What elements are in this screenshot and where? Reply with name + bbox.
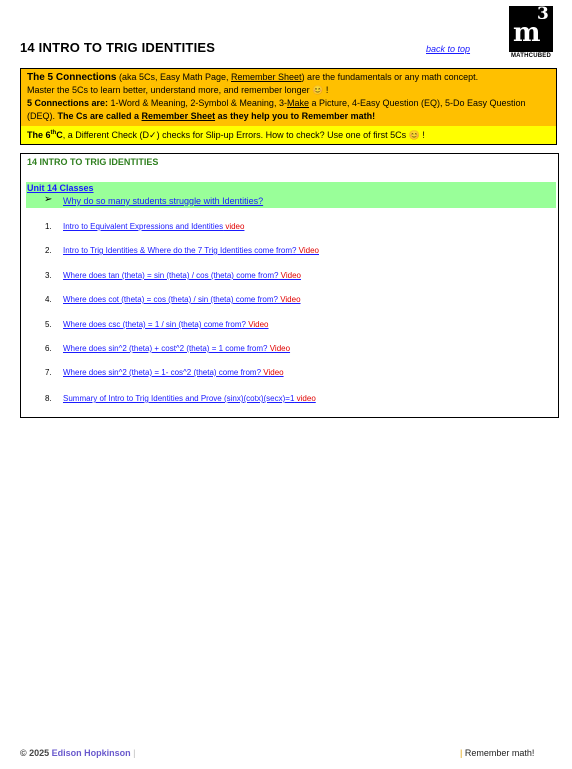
class-link-text[interactable]: Where does cot (theta) = cos (theta) / sin (theta) come from?: [63, 295, 278, 304]
connections-intro-a: (aka 5Cs, Easy Math Page,: [116, 72, 232, 82]
video-tag[interactable]: Video: [277, 295, 301, 304]
connections-label: 5 Connections are:: [27, 98, 109, 108]
class-link-text[interactable]: Where does sin^2 (theta) + cost^2 (theta) = 1 come from?: [63, 344, 268, 353]
item-number: 4.: [45, 295, 52, 304]
class-link-text[interactable]: Intro to Equivalent Expressions and Identities: [63, 222, 224, 231]
footer-copyright: [20, 748, 136, 758]
class-link-text[interactable]: Where does csc (theta) = 1 / sin (theta) come from?: [63, 320, 246, 329]
connections-called: [58, 111, 376, 121]
class-link[interactable]: [63, 320, 269, 329]
section-title: 14 INTRO TO TRIG IDENTITIES: [27, 157, 159, 167]
five-connections-box: [20, 68, 557, 127]
smile-emoji: 😊: [312, 85, 324, 95]
connections-line2-end: !: [323, 85, 329, 95]
item-number: 2.: [45, 246, 52, 255]
unit-title-link[interactable]: Unit 14 Classes: [27, 183, 94, 193]
class-link[interactable]: [63, 246, 319, 255]
connections-heading: The 5 Connections: [27, 72, 117, 83]
class-link[interactable]: [63, 271, 301, 280]
video-tag[interactable]: Video: [245, 320, 269, 329]
called-remember-sheet: Remember Sheet: [141, 111, 216, 121]
remember-math-text: Remember math!: [464, 748, 535, 758]
sixth-sup: th: [50, 130, 57, 136]
class-link-text[interactable]: Where does tan (theta) = sin (theta) / cos (theta) come from?: [63, 271, 279, 280]
video-tag[interactable]: video: [223, 222, 245, 231]
remember-sheet-text: Remember Sheet: [231, 72, 302, 82]
logo-m-glyph: m: [513, 18, 541, 48]
connections-list-b: a Picture, 4-Easy Question (EQ), 5-Do Easy Question (DEQ).: [27, 98, 526, 121]
class-link[interactable]: [63, 295, 301, 304]
mathcubed-logo[interactable]: [509, 6, 553, 52]
class-link[interactable]: [63, 222, 244, 231]
why-struggle-link[interactable]: Why do so many students struggle with Identities?: [63, 196, 264, 206]
video-tag[interactable]: Video: [296, 246, 319, 255]
video-tag[interactable]: Video: [261, 368, 284, 377]
sixth-c-box: [20, 126, 557, 145]
connections-line2: Master the 5Cs to learn better, understand more, and remember longer: [27, 85, 313, 95]
item-number: 8.: [45, 394, 52, 403]
footer-tagline: [460, 748, 534, 758]
arrow-bullet-icon: ➢: [44, 194, 53, 205]
sixth-c: C: [56, 130, 63, 140]
classes-box: [20, 153, 559, 418]
footer-right-separator: |: [460, 748, 465, 758]
connections-list-a: 1-Word & Meaning, 2-Symbol & Meaning, 3-: [108, 98, 287, 108]
sixth-rest: , a Different Check (D✓) checks for Slip-up Errors. How to check? Use one of first 5Cs: [62, 130, 409, 140]
smile-emoji: 😊: [408, 130, 420, 140]
logo-superscript-3: 3: [537, 4, 549, 24]
video-tag[interactable]: video: [294, 394, 316, 403]
page-title: 14 INTRO TO TRIG IDENTITIES: [20, 40, 216, 55]
back-to-top-link[interactable]: back to top: [426, 44, 471, 54]
sixth-end: !: [419, 130, 425, 140]
class-link-text[interactable]: Summary of Intro to Trig Identities and Prove (sinx)(cotx)(secx)=1: [63, 394, 295, 403]
item-number: 5.: [45, 320, 52, 329]
called-b: as they help you to Remember math!: [215, 111, 376, 121]
copyright-text: © 2025: [20, 748, 52, 758]
class-link[interactable]: [63, 344, 290, 353]
make-text: Make: [286, 98, 309, 108]
logo-text: MATHCUBED: [510, 53, 552, 59]
class-link[interactable]: [63, 368, 284, 377]
item-number: 7.: [45, 368, 52, 377]
called-a: The Cs are called a: [57, 111, 142, 121]
class-link-text[interactable]: Where does sin^2 (theta) = 1- cos^2 (theta) come from?: [63, 368, 262, 377]
class-link-text[interactable]: Intro to Trig Identities & Where do the 7 Trig Identities come from?: [63, 246, 297, 255]
video-tag[interactable]: Video: [267, 344, 291, 353]
item-number: 3.: [45, 271, 52, 280]
author-name: Edison Hopkinson: [51, 748, 131, 758]
item-number: 1.: [45, 222, 52, 231]
sixth-the: The 6: [27, 130, 51, 140]
item-number: 6.: [45, 344, 52, 353]
unit-bar: [26, 182, 556, 208]
connections-intro-b: ) are the fundamentals or any math concept.: [301, 72, 479, 82]
video-tag[interactable]: Video: [278, 271, 301, 280]
footer-separator: |: [130, 748, 136, 758]
class-link[interactable]: [63, 394, 316, 403]
